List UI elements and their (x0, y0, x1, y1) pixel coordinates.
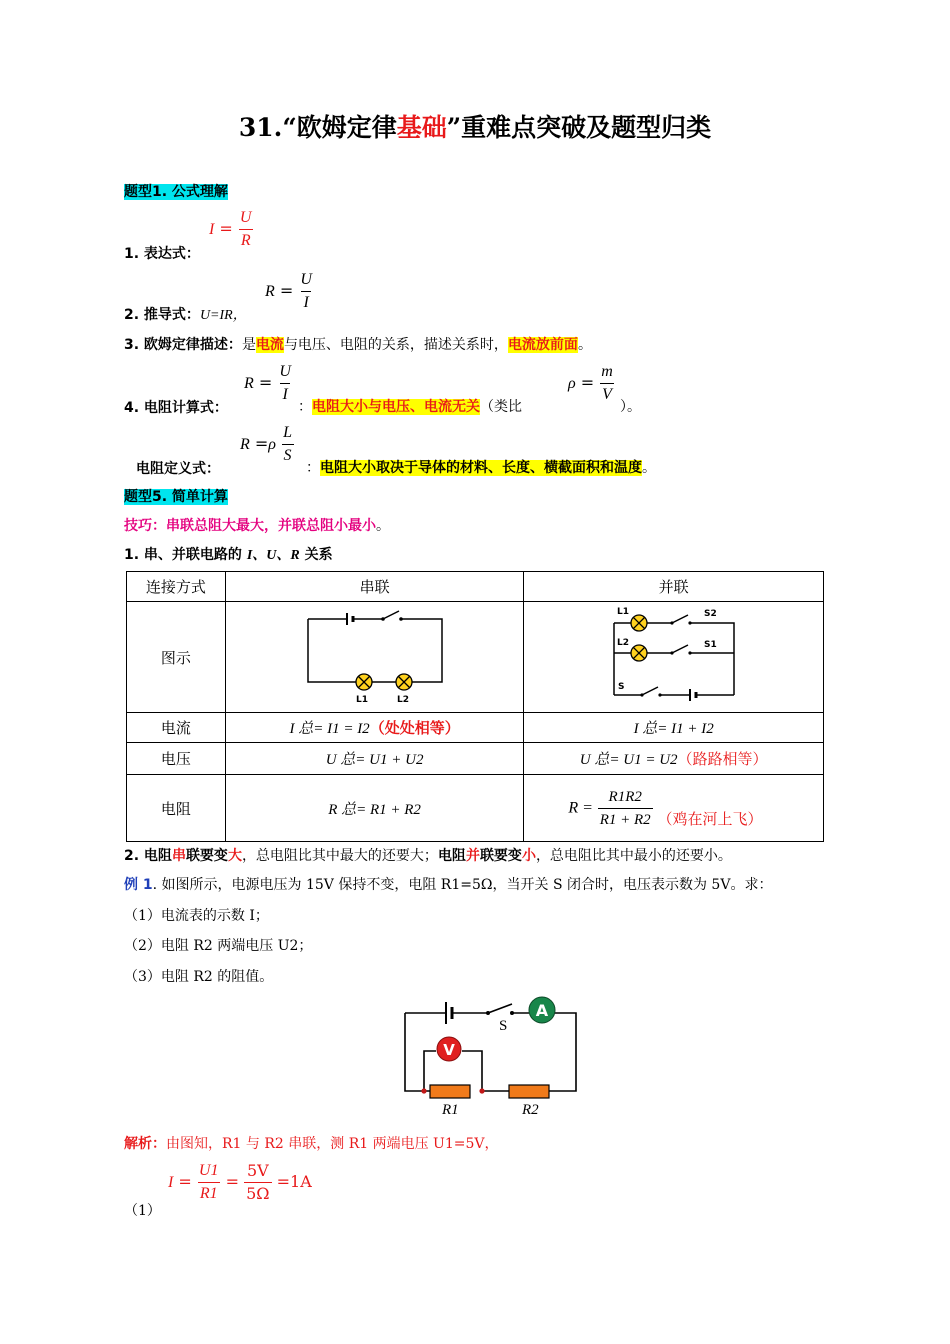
header-parallel: 并联 (524, 572, 824, 602)
label-l2: L2 (616, 638, 629, 648)
formula-4-note: ：电阻大小与电压、电流无关（类比 (298, 399, 522, 415)
formula-5-note: ：电阻大小取决于导体的材料、长度、横截面积和温度。 (306, 460, 656, 476)
lamp-label-l2: L2 (396, 695, 409, 704)
question-3: （3）电阻 R2 的阻值。 (124, 969, 274, 985)
parallel-voltage: U 总= U1 = U2（路路相等） (524, 743, 824, 775)
header-connection: 连接方式 (127, 572, 226, 602)
parallel-circuit-diagram (604, 605, 744, 709)
section-heading-formula: 题型1. 公式理解 (124, 184, 228, 200)
example-circuit-diagram (402, 990, 582, 1118)
solution: 解析：由图知，R1 与 R2 串联，测 R1 两端电压 U1=5V， (124, 1136, 499, 1152)
section-heading-calc: 题型5. 简单计算 (124, 489, 228, 505)
formula-2-line: 2. 推导式：U=IR， (124, 307, 247, 323)
series-circuit-cell (225, 602, 524, 713)
rule-2: 2. 电阻串联要变大，总电阻比其中最大的还要大；电阻并联要变小，总电阻比其中最小的还要小。 (124, 848, 732, 864)
solution-step-label: （1） (124, 1203, 161, 1219)
parallel-current: I 总= I1 + I2 (524, 713, 824, 743)
row-label-resistance: 电阻 (127, 775, 226, 842)
formula-4-close: ）。 (620, 399, 641, 415)
parallel-resistance: R = $\frac{R1R2}{R1 + R2}$ （鸡在河上飞） (524, 775, 824, 842)
series-current: I 总= I1 = I2（处处相等） (225, 713, 524, 743)
relation-title: 1. 串、并联电路的 I、U、R 关系 (124, 547, 333, 563)
page-title: 31.“欧姆定律基础”重难点突破及题型归类 (238, 113, 712, 142)
resistor-r1 (430, 1085, 470, 1098)
svg-text:A: A (535, 1001, 549, 1020)
series-voltage: U 总= U1 + U2 (225, 743, 524, 775)
formula-4-label: 4. 电阻计算式： (124, 400, 228, 416)
resistor-r2 (509, 1085, 549, 1098)
svg-text:V: V (443, 1041, 455, 1059)
row-label-figure: 图示 (127, 602, 226, 713)
series-resistance: R 总= R1 + R2 (225, 775, 524, 842)
ammeter-icon (529, 997, 555, 1023)
label-s2: S2 (703, 609, 717, 619)
lamp-icon (356, 674, 372, 690)
formula-2: R = $\frac{U}{I}$ (265, 269, 314, 314)
formula-3-line: 3. 欧姆定律描述：是电流与电压、电阻的关系，描述关系时，电流放前面。 (124, 337, 592, 353)
row-label-voltage: 电压 (127, 743, 226, 775)
voltmeter-icon (437, 1037, 461, 1061)
density-formula: ρ = $\frac{m}{V}$ (568, 361, 615, 406)
row-label-current: 电流 (127, 713, 226, 743)
r2-label: R2 (522, 1102, 539, 1118)
relation-table (126, 571, 824, 842)
switch-label: S (499, 1018, 508, 1034)
lamp-icon (631, 615, 647, 631)
tip: 技巧：串联总阻大最大，并联总阻小最小。 (124, 518, 390, 534)
formula-1-label: 1. 表达式： (124, 246, 200, 262)
r1-label: R1 (442, 1102, 459, 1118)
formula-4: R = $\frac{U}{I}$ (244, 361, 293, 406)
label-s1: S1 (703, 640, 717, 650)
question-1: （1）电流表的示数 I； (124, 908, 269, 924)
lamp-icon (631, 645, 647, 661)
question-2: （2）电阻 R2 两端电压 U2； (124, 938, 313, 954)
series-circuit-diagram (305, 610, 445, 704)
example-1: 例 1. 如图所示，电源电压为 15V 保持不变，电阻 R1=5Ω，当开关 S 闭合时，电压表示数为 5V。求： (124, 877, 773, 893)
solution-calc: I = $\frac{U1}{R1}$ = $\frac{5V}{5\Omega}$ =1A (168, 1161, 312, 1203)
formula-5: R =ρ $\frac{L}{S}$ (240, 422, 294, 467)
parallel-circuit-cell (524, 602, 824, 713)
label-l1: L1 (616, 607, 629, 617)
header-series: 串联 (225, 572, 524, 602)
lamp-icon (396, 674, 412, 690)
formula-1: I = $\frac{U}{R}$ (209, 207, 253, 252)
formula-5-label: 电阻定义式： (136, 461, 220, 477)
label-s: S (617, 682, 625, 692)
lamp-label-l1: L1 (355, 695, 368, 704)
